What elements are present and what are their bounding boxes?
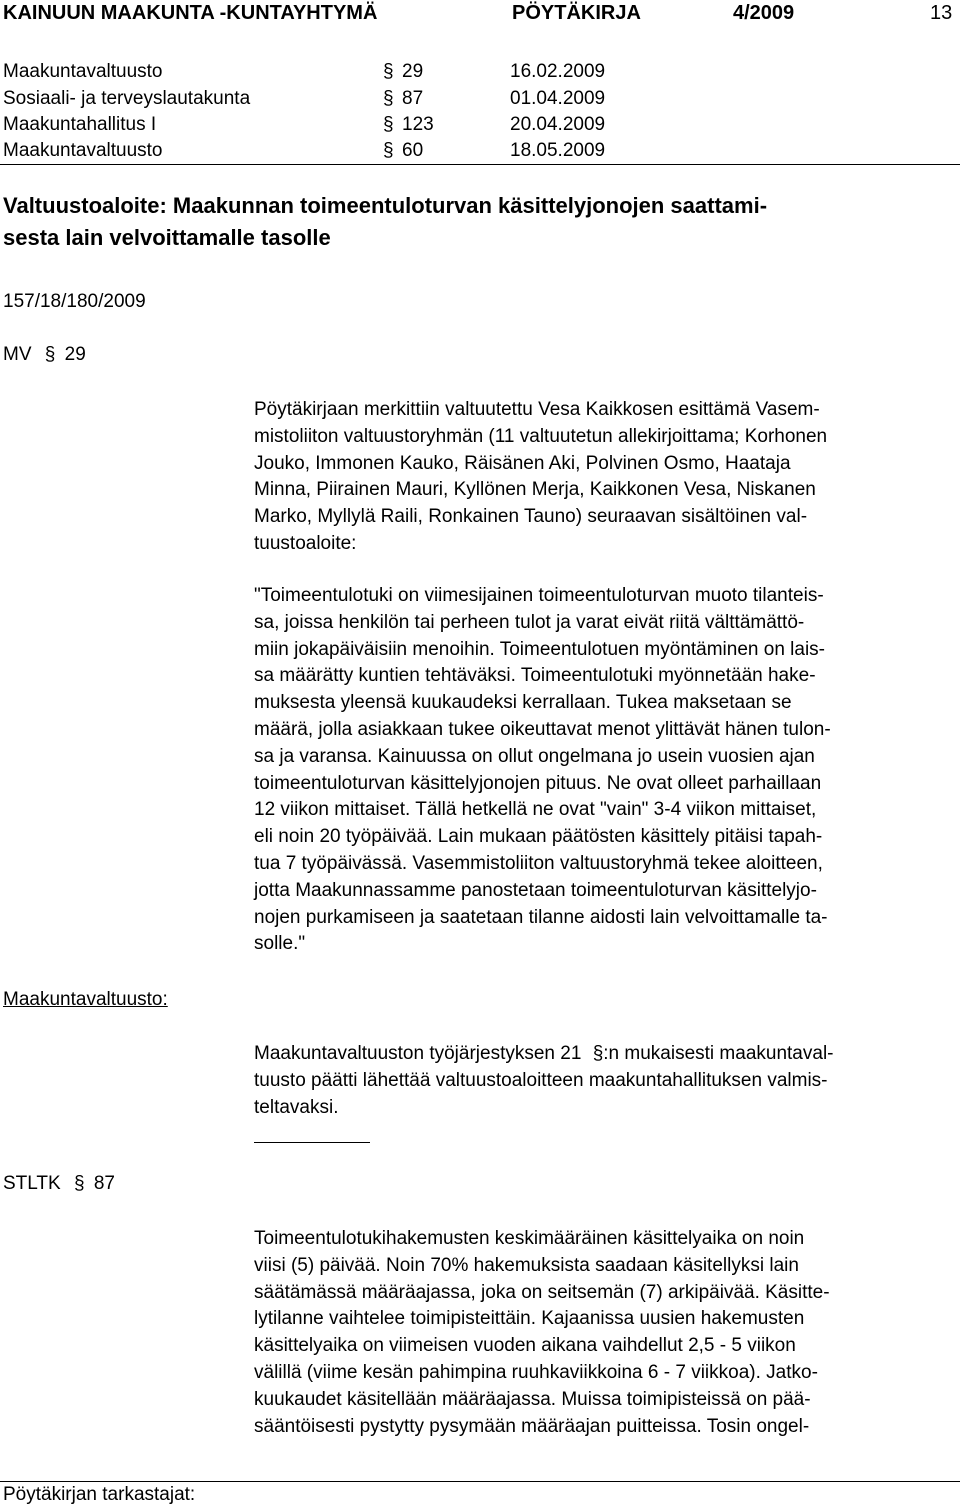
stltk-section: 87 <box>93 1173 115 1194</box>
text-line: käsittelyaika on viimeisen vuoden aikana vaihdellut 2,5 - 5 viikon <box>254 1335 796 1357</box>
mv-ref <box>3 344 86 366</box>
motion-intro-paragraph <box>254 397 954 558</box>
header-page: 13 <box>930 2 953 24</box>
section-sign-icon: § <box>74 1173 85 1194</box>
text-line: toimeentuloturvan käsittelyjonojen pituus. Ne ovat olleet parhaillaan <box>254 772 822 794</box>
text-line: kuukaudet käsitellään määräajassa. Muissa toimipisteissä on pää- <box>254 1388 811 1410</box>
ref-date: 16.02.2009 <box>510 61 606 82</box>
header-org: KAINUUN MAAKUNTA -KUNTAYHTYMÄ <box>3 2 378 24</box>
motion-quote-paragraph <box>254 583 954 958</box>
section-sign-icon: § <box>44 344 56 365</box>
header-doc-type: PÖYTÄKIRJA <box>512 2 641 24</box>
decision-paragraph <box>254 1041 954 1121</box>
text-line: sääntöisesti pystytty pysymään määräajan puitteissa. Tosin ongel- <box>254 1415 810 1437</box>
mv-label: MV <box>3 344 32 365</box>
section-sign-icon: § <box>383 114 394 135</box>
text-line: lytilanne vaihtelee toimipisteittäin. Kajaanissa uusien hakemusten <box>254 1308 805 1330</box>
text-line: Marko, Myllylä Raili, Ronkainen Tauno) seuraavan sisältöinen val- <box>254 506 808 528</box>
text-line: eli noin 20 työpäivää. Lain mukaan päätösten käsittely pitäisi tapah- <box>254 826 823 848</box>
ref-body: Sosiaali- ja terveyslautakunta <box>3 88 251 109</box>
text-line: Toimeentulotukihakemusten keskimääräinen käsittelyaika on noin <box>254 1228 805 1249</box>
stltk-paragraph <box>254 1226 954 1440</box>
text-line: jotta Maakunnassamme panostetaan toimeentuloturvan käsittelyjo- <box>254 879 817 901</box>
title-line: sesta lain velvoittamalle tasolle <box>3 225 331 250</box>
ref-section: 87 <box>402 88 424 109</box>
ref-date: 20.04.2009 <box>510 114 606 135</box>
text-line: solle." <box>254 933 306 955</box>
section-sign-icon: § <box>383 88 394 109</box>
text-line: määrä, jolla asiakkaan tukee oikeuttavat menot ylittävät hänen tulon- <box>254 718 831 740</box>
record-id: 157/18/180/2009 <box>3 291 146 312</box>
header-number: 4/2009 <box>733 2 795 24</box>
text-line: sa ja varansa. Kainuussa on ollut ongelmana jo usein vuosien ajan <box>254 745 815 767</box>
text-line: miin jokapäiväisiin menoihin. Toimeentulotuen myöntäminen on lais- <box>254 638 826 660</box>
council-label: Maakuntavaltuusto: <box>3 989 168 1010</box>
text-line: Jouko, Immonen Kauko, Räisänen Aki, Polvinen Osmo, Haataja <box>254 452 791 474</box>
text-line: muksesta yleensä kuukaudeksi kerrallaan. Tukea maksetaan se <box>254 692 792 714</box>
text-line: Minna, Piirainen Mauri, Kyllönen Merja, Kaikkonen Vesa, Niskanen <box>254 479 816 501</box>
text-line: 12 viikon mittaiset. Tällä hetkellä ne ovat "vain" 3-4 viikon mittaiset, <box>254 799 817 821</box>
text-line: "Toimeentulotuki on viimesijainen toimeentuloturvan muoto tilanteis- <box>254 585 824 606</box>
text-line: teltavaksi. <box>254 1096 339 1118</box>
ref-date: 18.05.2009 <box>510 140 606 161</box>
text-line: sa määrätty kuntien tehtäväksi. Toimeentulotuki myönnetään hake- <box>254 665 816 687</box>
stltk-ref <box>3 1173 115 1195</box>
text-line: sa, joissa henkilön tai perheen tulot ja varat eivät riitä välttämättö- <box>254 611 805 633</box>
page-title <box>3 190 767 254</box>
ref-section: 29 <box>402 61 424 82</box>
mv-section: 29 <box>64 344 86 365</box>
section-sign-icon: § <box>383 140 394 161</box>
text-line: säätämässä määräajassa, joka on seitsemän (7) arkipäivää. Käsitte- <box>254 1281 830 1303</box>
ref-body: Maakuntavaltuusto <box>3 140 163 161</box>
text-line: tua 7 työpäivässä. Vasemmistoliiton valtuustoryhmä tekee aloitteen, <box>254 852 823 874</box>
ref-body: Maakuntahallitus I <box>3 114 157 135</box>
ref-section: 60 <box>402 140 424 161</box>
ref-date: 01.04.2009 <box>510 88 606 109</box>
stltk-label: STLTK <box>3 1173 61 1194</box>
reference-divider <box>0 164 960 165</box>
footer-checkers-label: Pöytäkirjan tarkastajat: <box>3 1484 196 1505</box>
ref-body: Maakuntavaltuusto <box>3 61 163 82</box>
decision-text-pre: Maakuntavaltuuston työjärjestyksen 21 <box>254 1043 582 1064</box>
text-line: nojen purkamiseen ja saatetaan tilanne aidosti lain velvoittamalle ta- <box>254 906 828 928</box>
footer-divider <box>0 1481 960 1482</box>
text-line: Pöytäkirjaan merkittiin valtuutettu Vesa Kaikkosen esittämä Vasem- <box>254 399 820 420</box>
text-line: välillä (viime kesän pahimpina ruuhkaviikkoina 6 - 7 viikkoa). Jatko- <box>254 1361 818 1383</box>
section-sign-icon: § <box>383 61 394 82</box>
text-line <box>254 1041 954 1068</box>
text-line: viisi (5) päivää. Noin 70% hakemuksista saadaan käsitellyksi lain <box>254 1254 799 1276</box>
ref-section: 123 <box>402 114 434 135</box>
title-line: Valtuustoaloite: Maakunnan toimeentuloturvan käsittelyjonojen saattami- <box>3 193 768 218</box>
text-line: tuustoaloite: <box>254 532 357 554</box>
section-sign-icon: § <box>592 1043 604 1064</box>
text-line: tuusto päätti lähettää valtuustoaloitteen maakuntahallituksen valmis- <box>254 1069 828 1091</box>
decision-underline <box>254 1142 370 1143</box>
text-line: mistoliiton valtuustoryhmän (11 valtuutetun allekirjoittama; Korhonen <box>254 425 828 447</box>
decision-text-post: :n mukaisesti maakuntaval- <box>603 1043 834 1064</box>
